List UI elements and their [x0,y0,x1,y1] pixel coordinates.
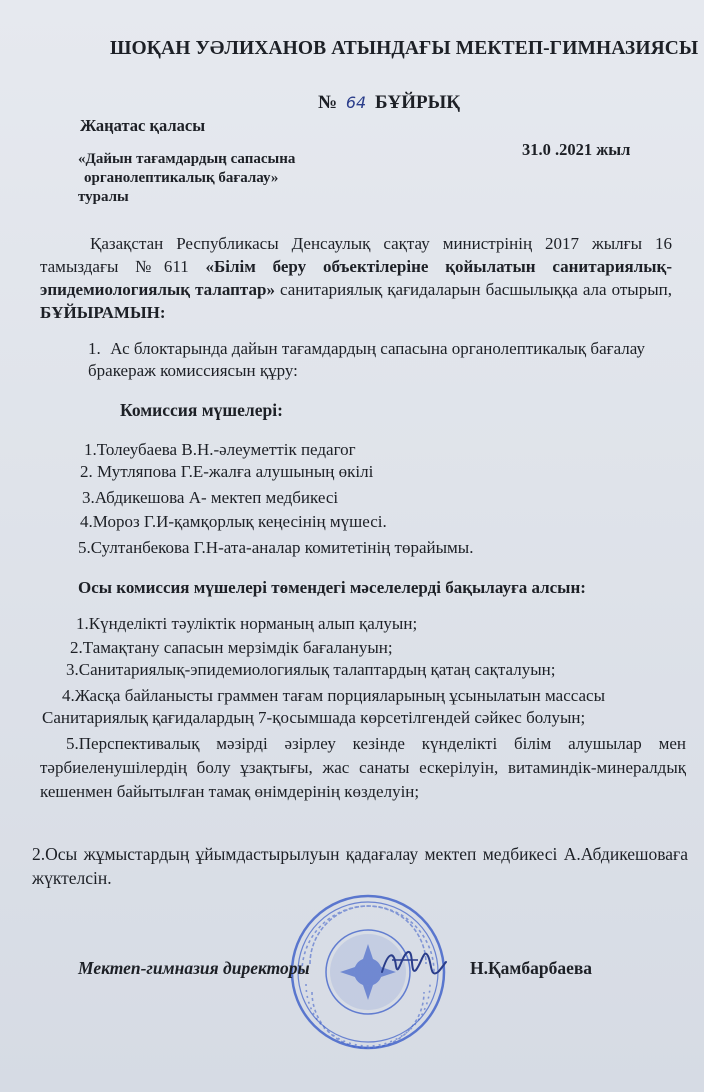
task-item: 3.Санитариялық-эпидемиологиялық талаптардың қатаң сақталуын; [66,660,556,679]
order-number: 64 [345,93,367,112]
member-item: 2. Мутляпова Г.Е-жалға алушының өкілі [80,462,374,481]
intro-order-word: БҰЙЫРАМЫН: [40,303,166,322]
handwritten-signature [378,942,448,986]
order-word: БҰЙРЫҚ [374,92,461,113]
task-item: 4.Жасқа байланысты граммен тағам порцияларының ұсынылатын массасы [62,686,606,705]
order-subject [78,150,338,207]
order-date: 31.0 .2021 жыл [522,140,631,159]
commission-heading: Комиссия мүшелері: [120,400,283,420]
list-item-2: 2.Осы жұмыстардың ұйымдастырылуын қадағалау мектеп медбикесі А.Абдикешоваға жүктелсін. [32,844,688,888]
member-item: 4.Мороз Г.И-қамқорлық кеңесінің мүшесі. [80,512,387,531]
order-heading [318,92,460,114]
list-item-1 [88,338,648,382]
intro-part-2: санитариялық қағидаларын басшылыққа ала отырып, [274,280,672,299]
signature-title: Мектеп-гимназия директоры [78,958,310,978]
city: Жаңатас қаласы [80,116,206,135]
task-item: 2.Тамақтану сапасын мерзімдік бағалануын; [70,638,393,657]
subject-line-3: туралы [78,189,129,205]
list-item-1-text: Ас блоктарында дайын тағамдардың сапасына органолептикалық бағалау бракераж комиссиясын құру: [88,339,645,380]
order-prefix: № [318,92,338,113]
member-item: 3.Абдикешова А- мектеп медбикесі [82,488,339,507]
member-item: 5.Султанбекова Г.Н-ата-аналар комитетінің төрайымы. [78,538,474,557]
school-title: ШОҚАН УӘЛИХАНОВ АТЫНДАҒЫ МЕКТЕП-ГИМНАЗИЯСЫ [110,38,699,59]
task-item: 1.Күнделікті тәуліктік норманың алып қалуын; [76,614,418,633]
subject-line-2: органолептикалық бағалау» [84,170,279,186]
task-item: Санитариялық қағидалардың 7-қосымшада көрсетілгендей сәйкес болуын; [42,708,586,727]
intro-part-1: Қазақстан Республикасы Денсаулық сақтау министрінің 2017 жылғы 16 тамыздағы №611 [40,234,672,276]
intro-paragraph [40,232,672,324]
task-item-5 [40,732,686,804]
signature-name: Н.Қамбарбаева [470,958,593,978]
intro-rules-title: «Білім беру объектілеріне қойылатын санитариялық-эпидемиологиялық талаптар» [40,257,672,299]
subject-line-1: «Дайын тағамдардың сапасына [78,151,296,167]
member-item: 1.Толеубаева В.Н.-әлеуметтік педагог [84,440,356,459]
task-5-text: 5.Перспективалық мәзірді әзірлеу кезінде күнделікті білім алушылар мен тәрбиеленушілердің болу ұзақтығы, жас санаты ескерілуін, витаминдік-минералдық кешенмен байытылған тамақ өнімдерінің көзделуін; [40,734,686,801]
list-item-1-number: 1. [88,339,101,358]
control-heading: Осы комиссия мүшелері төмендегі мәселелерді бақылауға алсын: [78,578,586,597]
